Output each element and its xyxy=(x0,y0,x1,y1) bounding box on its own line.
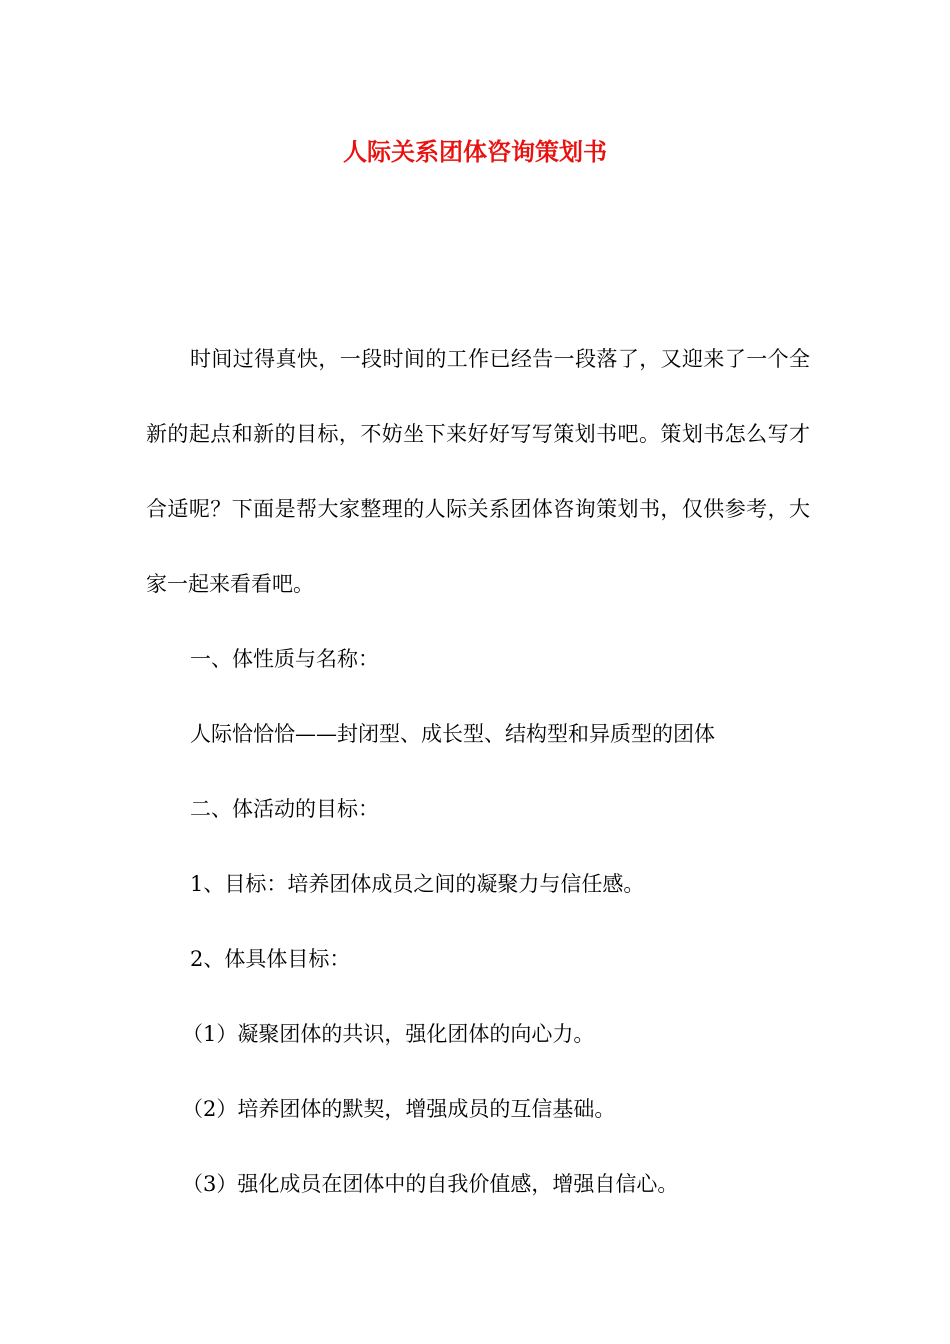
intro-paragraph: 时间过得真快，一段时间的工作已经告一段落了，又迎来了一个全新的起点和新的目标，不妨坐下来好好写写策划书吧。策划书怎么写才合适呢？下面是帮大家整理的人际关系团体咨询策划书，仅供参考，大家一起来看看吧。 xyxy=(146,347,810,596)
group-name-line: 人际恰恰恰——封闭型、成长型、结构型和异质型的团体 xyxy=(190,722,715,746)
document-title: 人际关系团体咨询策划书 xyxy=(343,137,607,166)
sub-goal-3: （3）强化成员在团体中的自我价值感，增强自信心。 xyxy=(182,1172,679,1196)
section-heading-1: 一、体性质与名称： xyxy=(190,647,379,671)
sub-goal-2: （2）培养团体的默契，增强成员的互信基础。 xyxy=(182,1097,616,1121)
goal-item-2: 2、体具体目标： xyxy=(190,947,351,971)
sub-goal-1: （1）凝聚团体的共识，强化团体的向心力。 xyxy=(182,1022,595,1046)
goal-item-1: 1、目标：培养团体成员之间的凝聚力与信任感。 xyxy=(190,872,645,896)
section-heading-2: 二、体活动的目标： xyxy=(190,797,379,821)
document-body xyxy=(146,322,810,1222)
